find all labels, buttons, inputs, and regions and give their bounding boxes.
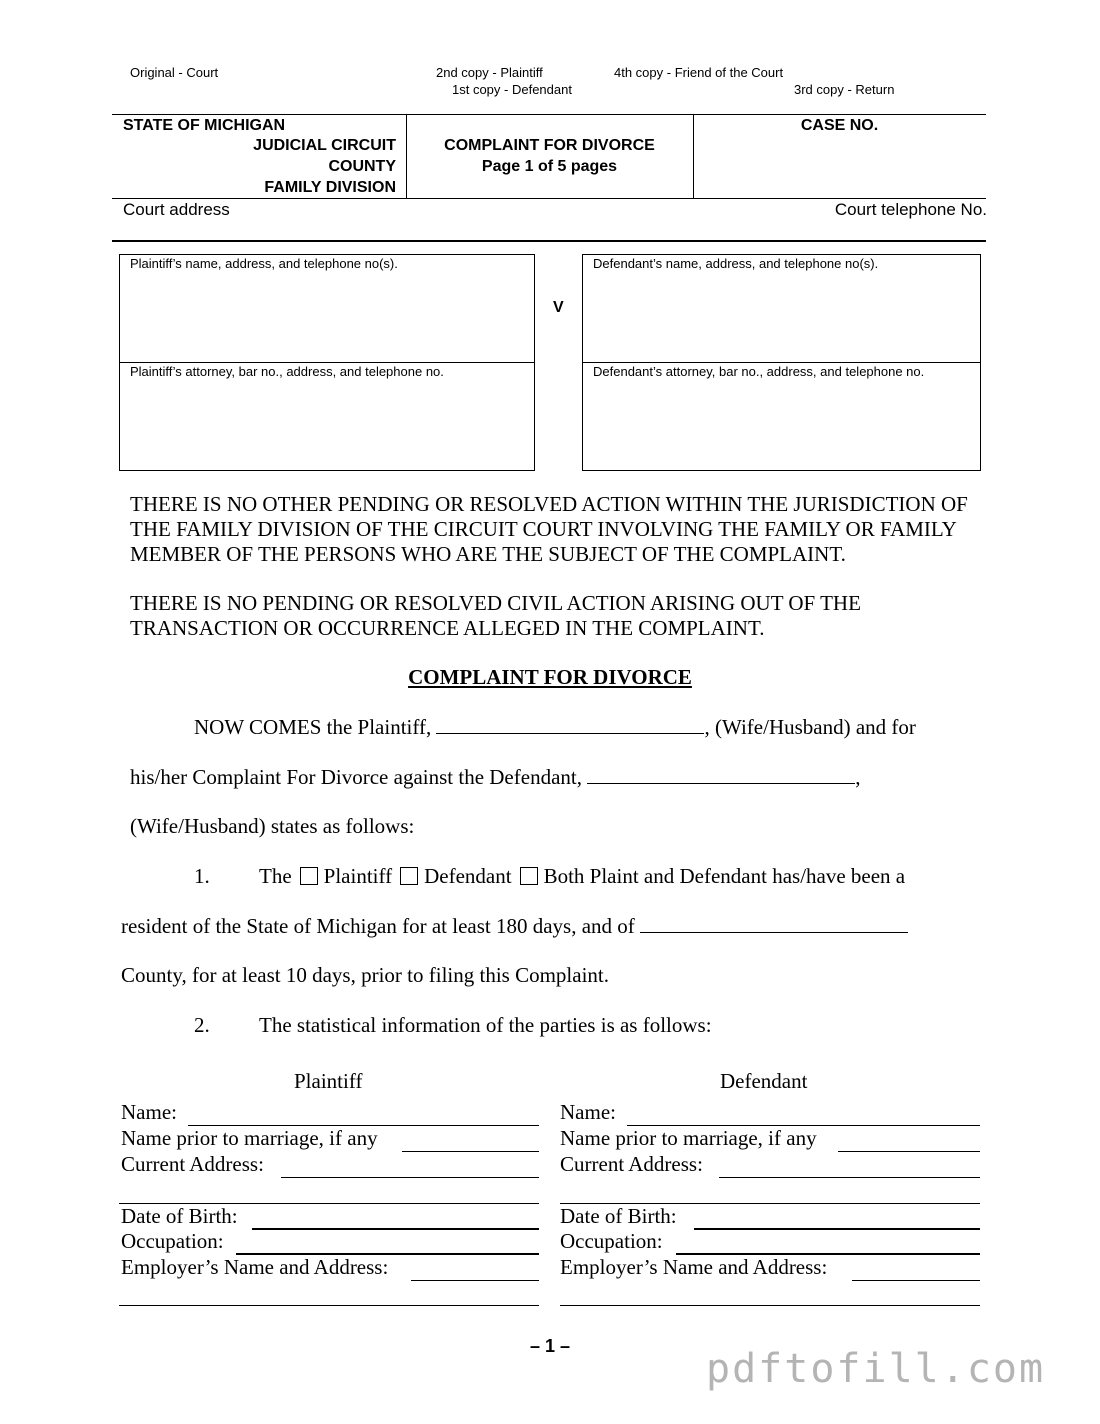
plaintiff-info-label: Plaintiff’s name, address, and telephone no(s). — [130, 256, 398, 271]
item-1-the: The — [259, 864, 292, 888]
defendant-attorney-label: Defendant’s attorney, bar no., address, and telephone no. — [593, 364, 925, 379]
plaintiff-checkbox[interactable] — [300, 867, 318, 885]
copy-second: 2nd copy - Plaintiff — [436, 65, 543, 80]
plaintiff-maiden-field[interactable] — [402, 1151, 539, 1152]
family-division: FAMILY DIVISION — [264, 179, 396, 196]
defendant-maiden-label: Name prior to marriage, if any — [560, 1126, 817, 1150]
defendant-maiden-field[interactable] — [838, 1151, 980, 1152]
complaint-heading: COMPLAINT FOR DIVORCE — [408, 665, 692, 689]
now-comes-text: NOW COMES the Plaintiff, — [194, 715, 432, 739]
complaint-line-3: (Wife/Husband) states as follows: — [130, 814, 415, 838]
defendant-attorney-box[interactable] — [582, 362, 981, 471]
county-name-blank[interactable] — [640, 914, 908, 933]
defendant-employer-field[interactable] — [852, 1280, 980, 1281]
defendant-address-label: Current Address: — [560, 1152, 703, 1176]
defendant-name-blank[interactable] — [587, 765, 855, 784]
item-1-number: 1. — [194, 864, 210, 888]
watermark: pdftofill.com — [706, 1346, 1046, 1392]
plaintiff-address-label: Current Address: — [121, 1152, 264, 1176]
complaint-line-1 — [194, 715, 916, 740]
plaintiff-maiden-label: Name prior to marriage, if any — [121, 1126, 378, 1150]
defendant-checkbox[interactable] — [400, 867, 418, 885]
plaintiff-name-label: Name: — [121, 1100, 177, 1124]
copy-first: 1st copy - Defendant — [452, 82, 572, 97]
both-checkbox[interactable] — [520, 867, 538, 885]
plaintiff-name-blank[interactable] — [436, 715, 704, 734]
defendant-employer-field-2[interactable] — [560, 1305, 980, 1306]
defendant-option-label: Defendant — [424, 864, 512, 888]
plaintiff-occupation-label: Occupation: — [121, 1229, 224, 1253]
plaintiff-address-field[interactable] — [281, 1177, 539, 1178]
both-option-label: Both Plaint and Defendant has/have been a — [543, 864, 906, 888]
case-number-label: CASE NO. — [800, 117, 879, 134]
item-2-text: The statistical information of the parties is as follows: — [259, 1013, 712, 1037]
defendant-info-box[interactable] — [582, 254, 981, 363]
complaint-line-2 — [130, 765, 860, 790]
defendant-occupation-label: Occupation: — [560, 1229, 663, 1253]
page-number: – 1 – — [529, 1336, 571, 1356]
state-name: STATE OF MICHIGAN — [123, 117, 286, 134]
copy-fourth: 4th copy - Friend of the Court — [614, 65, 784, 80]
plaintiff-employer-field-2[interactable] — [119, 1305, 539, 1306]
defendant-address-field[interactable] — [719, 1177, 980, 1178]
item-2-number: 2. — [194, 1013, 210, 1037]
copy-original: Original - Court — [130, 65, 219, 80]
item-1-line-2 — [121, 914, 908, 939]
plaintiff-dob-label: Date of Birth: — [121, 1204, 238, 1228]
plaintiff-employer-label: Employer’s Name and Address: — [121, 1255, 389, 1279]
plaintiff-info-box[interactable] — [119, 254, 535, 363]
form-title: COMPLAINT FOR DIVORCE — [444, 137, 655, 154]
defendant-employer-label: Employer’s Name and Address: — [560, 1255, 828, 1279]
page-info: Page 1 of 5 pages — [481, 158, 618, 175]
plaintiff-column-heading: Plaintiff — [294, 1069, 363, 1093]
versus-label: V — [553, 299, 564, 316]
defendant-column-heading: Defendant — [720, 1069, 808, 1093]
plaintiff-employer-field[interactable] — [411, 1280, 539, 1281]
no-pending-family-statement: THERE IS NO OTHER PENDING OR RESOLVED ACTION WITHIN THE JURISDICTION OF THE FAMILY DIVISION OF THE CIRCUIT COURT INVOLVING THE FAMILY OR FAMILY MEMBER OF THE PERSONS WHO ARE THE SUBJECT OF THE COMPLAINT. — [130, 492, 968, 566]
defendant-name-label: Name: — [560, 1100, 616, 1124]
complaint-against-text: his/her Complaint For Divorce against the Defendant, — [130, 765, 582, 789]
header-bottom-rule — [112, 198, 986, 199]
defendant-dob-field[interactable] — [694, 1228, 980, 1230]
wife-husband-text: , (Wife/Husband) and for — [704, 715, 916, 739]
county-label: COUNTY — [328, 158, 396, 175]
plaintiff-attorney-label: Plaintiff’s attorney, bar no., address, and telephone no. — [130, 364, 444, 379]
plaintiff-option-label: Plaintiff — [323, 864, 393, 888]
judicial-circuit: JUDICIAL CIRCUIT — [253, 137, 396, 154]
defendant-dob-label: Date of Birth: — [560, 1204, 677, 1228]
item-1-line-3: County, for at least 10 days, prior to filing this Complaint. — [121, 963, 610, 987]
header-top-rule — [112, 114, 986, 115]
item-1-line-1 — [259, 864, 905, 889]
comma-text: , — [855, 765, 861, 789]
residency-text: resident of the State of Michigan for at least 180 days, and of — [121, 914, 635, 938]
defendant-info-label: Defendant’s name, address, and telephone no(s). — [593, 256, 879, 271]
plaintiff-attorney-box[interactable] — [119, 362, 535, 471]
plaintiff-dob-field[interactable] — [252, 1228, 539, 1230]
court-address-label: Court address — [123, 200, 230, 219]
court-phone-label: Court telephone No. — [834, 200, 987, 219]
header-divider-left — [406, 114, 407, 198]
no-pending-civil-statement: THERE IS NO PENDING OR RESOLVED CIVIL ACTION ARISING OUT OF THE TRANSACTION OR OCCURRENCE ALLEGED IN THE COMPLAINT. — [130, 591, 861, 640]
copy-third: 3rd copy - Return — [794, 82, 895, 97]
court-address-rule — [112, 240, 986, 242]
case-number-field[interactable] — [720, 140, 970, 190]
